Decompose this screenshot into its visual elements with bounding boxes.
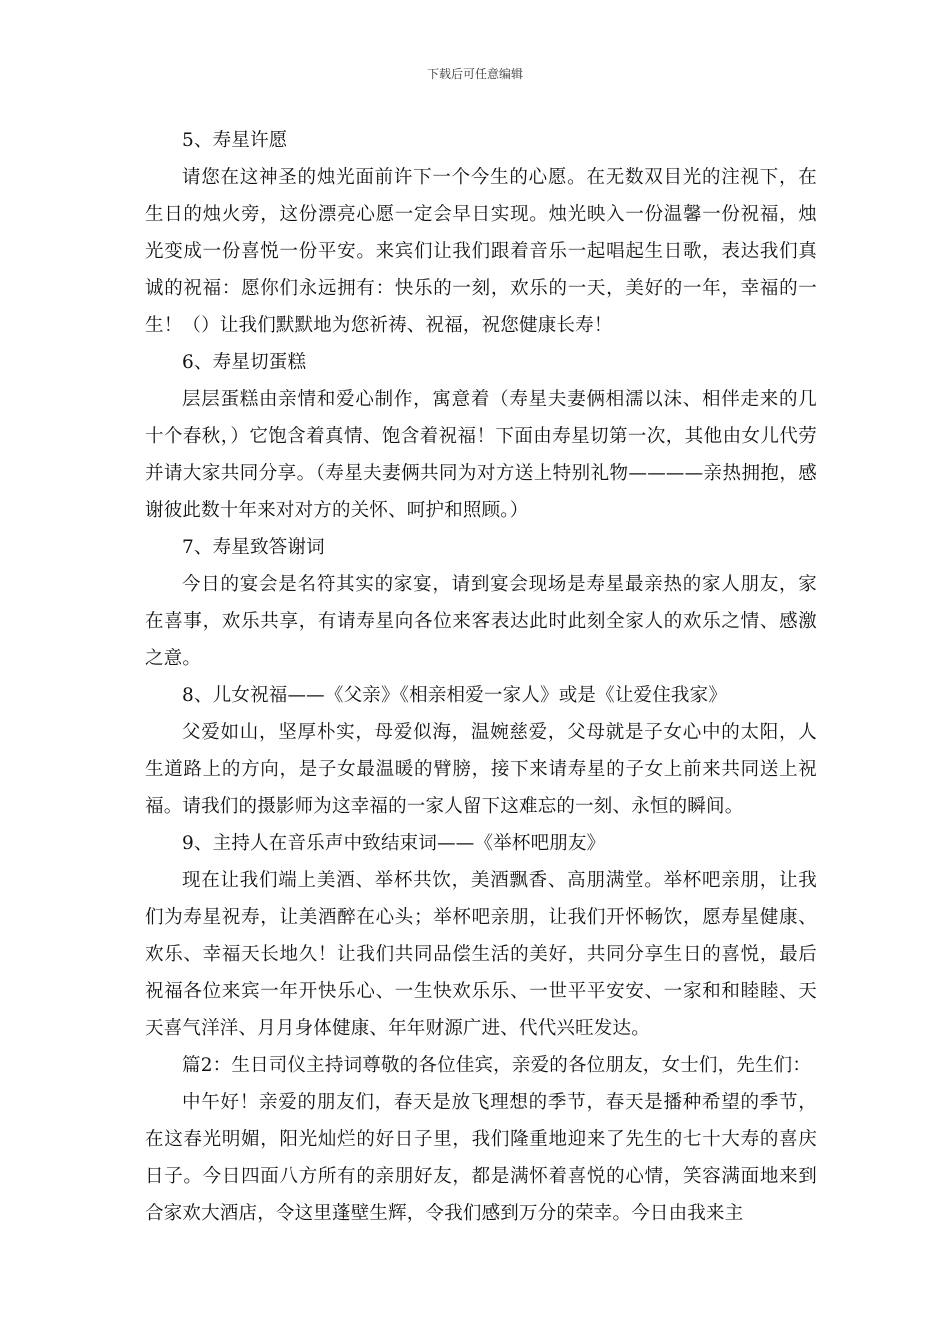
paragraph: 请您在这神圣的烛光面前许下一个今生的心愿。在无数双目光的注视下，在生日的烛火旁，这份漂亮心愿一定会早日实现。烛光映入一份温馨一份祝福，烛光变成一份喜悦一份平安。来宾们让我们跟着音乐一起唱起生日歌，表达我们真诚的祝福：愿你们永远拥有：快乐的一刻，欢乐的一天，美好的一年，幸福的一生！（）让我们默默地为您祈祷、祝福，祝您健康长寿！ [145, 167, 817, 336]
section-heading-5: 5、寿星许愿 [182, 130, 288, 151]
page-header-note: 下载后可任意编辑 [426, 67, 523, 81]
section-heading-6: 6、寿星切蛋糕 [182, 352, 307, 373]
document-body [145, 122, 817, 1232]
article-2-opening: 篇2：生日司仪主持词尊敬的各位佳宾，亲爱的各位朋友，女士们，先生们： [182, 1055, 812, 1076]
paragraph: 今日的宴会是名符其实的家宴，请到宴会现场是寿星最亲热的家人朋友，家在喜事，欢乐共享，有请寿星向各位来客表达此时此刻全家人的欢乐之情、感激之意。 [145, 574, 817, 669]
paragraph: 层层蛋糕由亲情和爱心制作，寓意着（寿星夫妻俩相濡以沫、相伴走来的几十个春秋，）它饱含着真情、饱含着祝福！下面由寿星切第一次，其他由女儿代劳并请大家共同分享。（寿星夫妻俩共同为对方送上特别礼物————亲热拥抱，感谢彼此数十年来对对方的关怀、呵护和照顾。） [145, 389, 817, 521]
section-heading-9: 9、主持人在音乐声中致结束词——《举杯吧朋友》 [182, 833, 606, 854]
section-heading-7: 7、寿星致答谢词 [182, 537, 325, 558]
section-heading-8: 8、儿女祝福——《父亲》《相亲相爱一家人》或是《让爱住我家》 [182, 685, 728, 706]
paragraph: 父爱如山，坚厚朴实，母爱似海，温婉慈爱，父母就是子女心中的太阳，人生道路上的方向，是子女最温暖的臂膀，接下来请寿星的子女上前来共同送上祝福。请我们的摄影师为这幸福的一家人留下这难忘的一刻、永恒的瞬间。 [145, 722, 817, 817]
paragraph: 现在让我们端上美酒、举杯共饮，美酒飘香、高朋满堂。举杯吧亲朋，让我们为寿星祝寿，让美酒醉在心头；举杯吧亲朋，让我们开怀畅饮，愿寿星健康、欢乐、幸福天长地久！让我们共同品偿生活的美好，共同分享生日的喜悦，最后祝福各位来宾一年开快乐心、一生快欢乐乐、一世平平安安、一家和和睦睦、天天喜气洋洋、月月身体健康、年年财源广进、代代兴旺发达。 [145, 870, 817, 1039]
paragraph: 中午好！亲爱的朋友们，春天是放飞理想的季节，春天是播种希望的季节，在这春光明媚，阳光灿烂的好日子里，我们隆重地迎来了先生的七十大寿的喜庆日子。今日四面八方所有的亲朋好友，都是满怀着喜悦的心情，笑容满面地来到合家欢大酒店，令这里蓬壁生辉，令我们感到万分的荣幸。今日由我来主 [145, 1092, 817, 1224]
